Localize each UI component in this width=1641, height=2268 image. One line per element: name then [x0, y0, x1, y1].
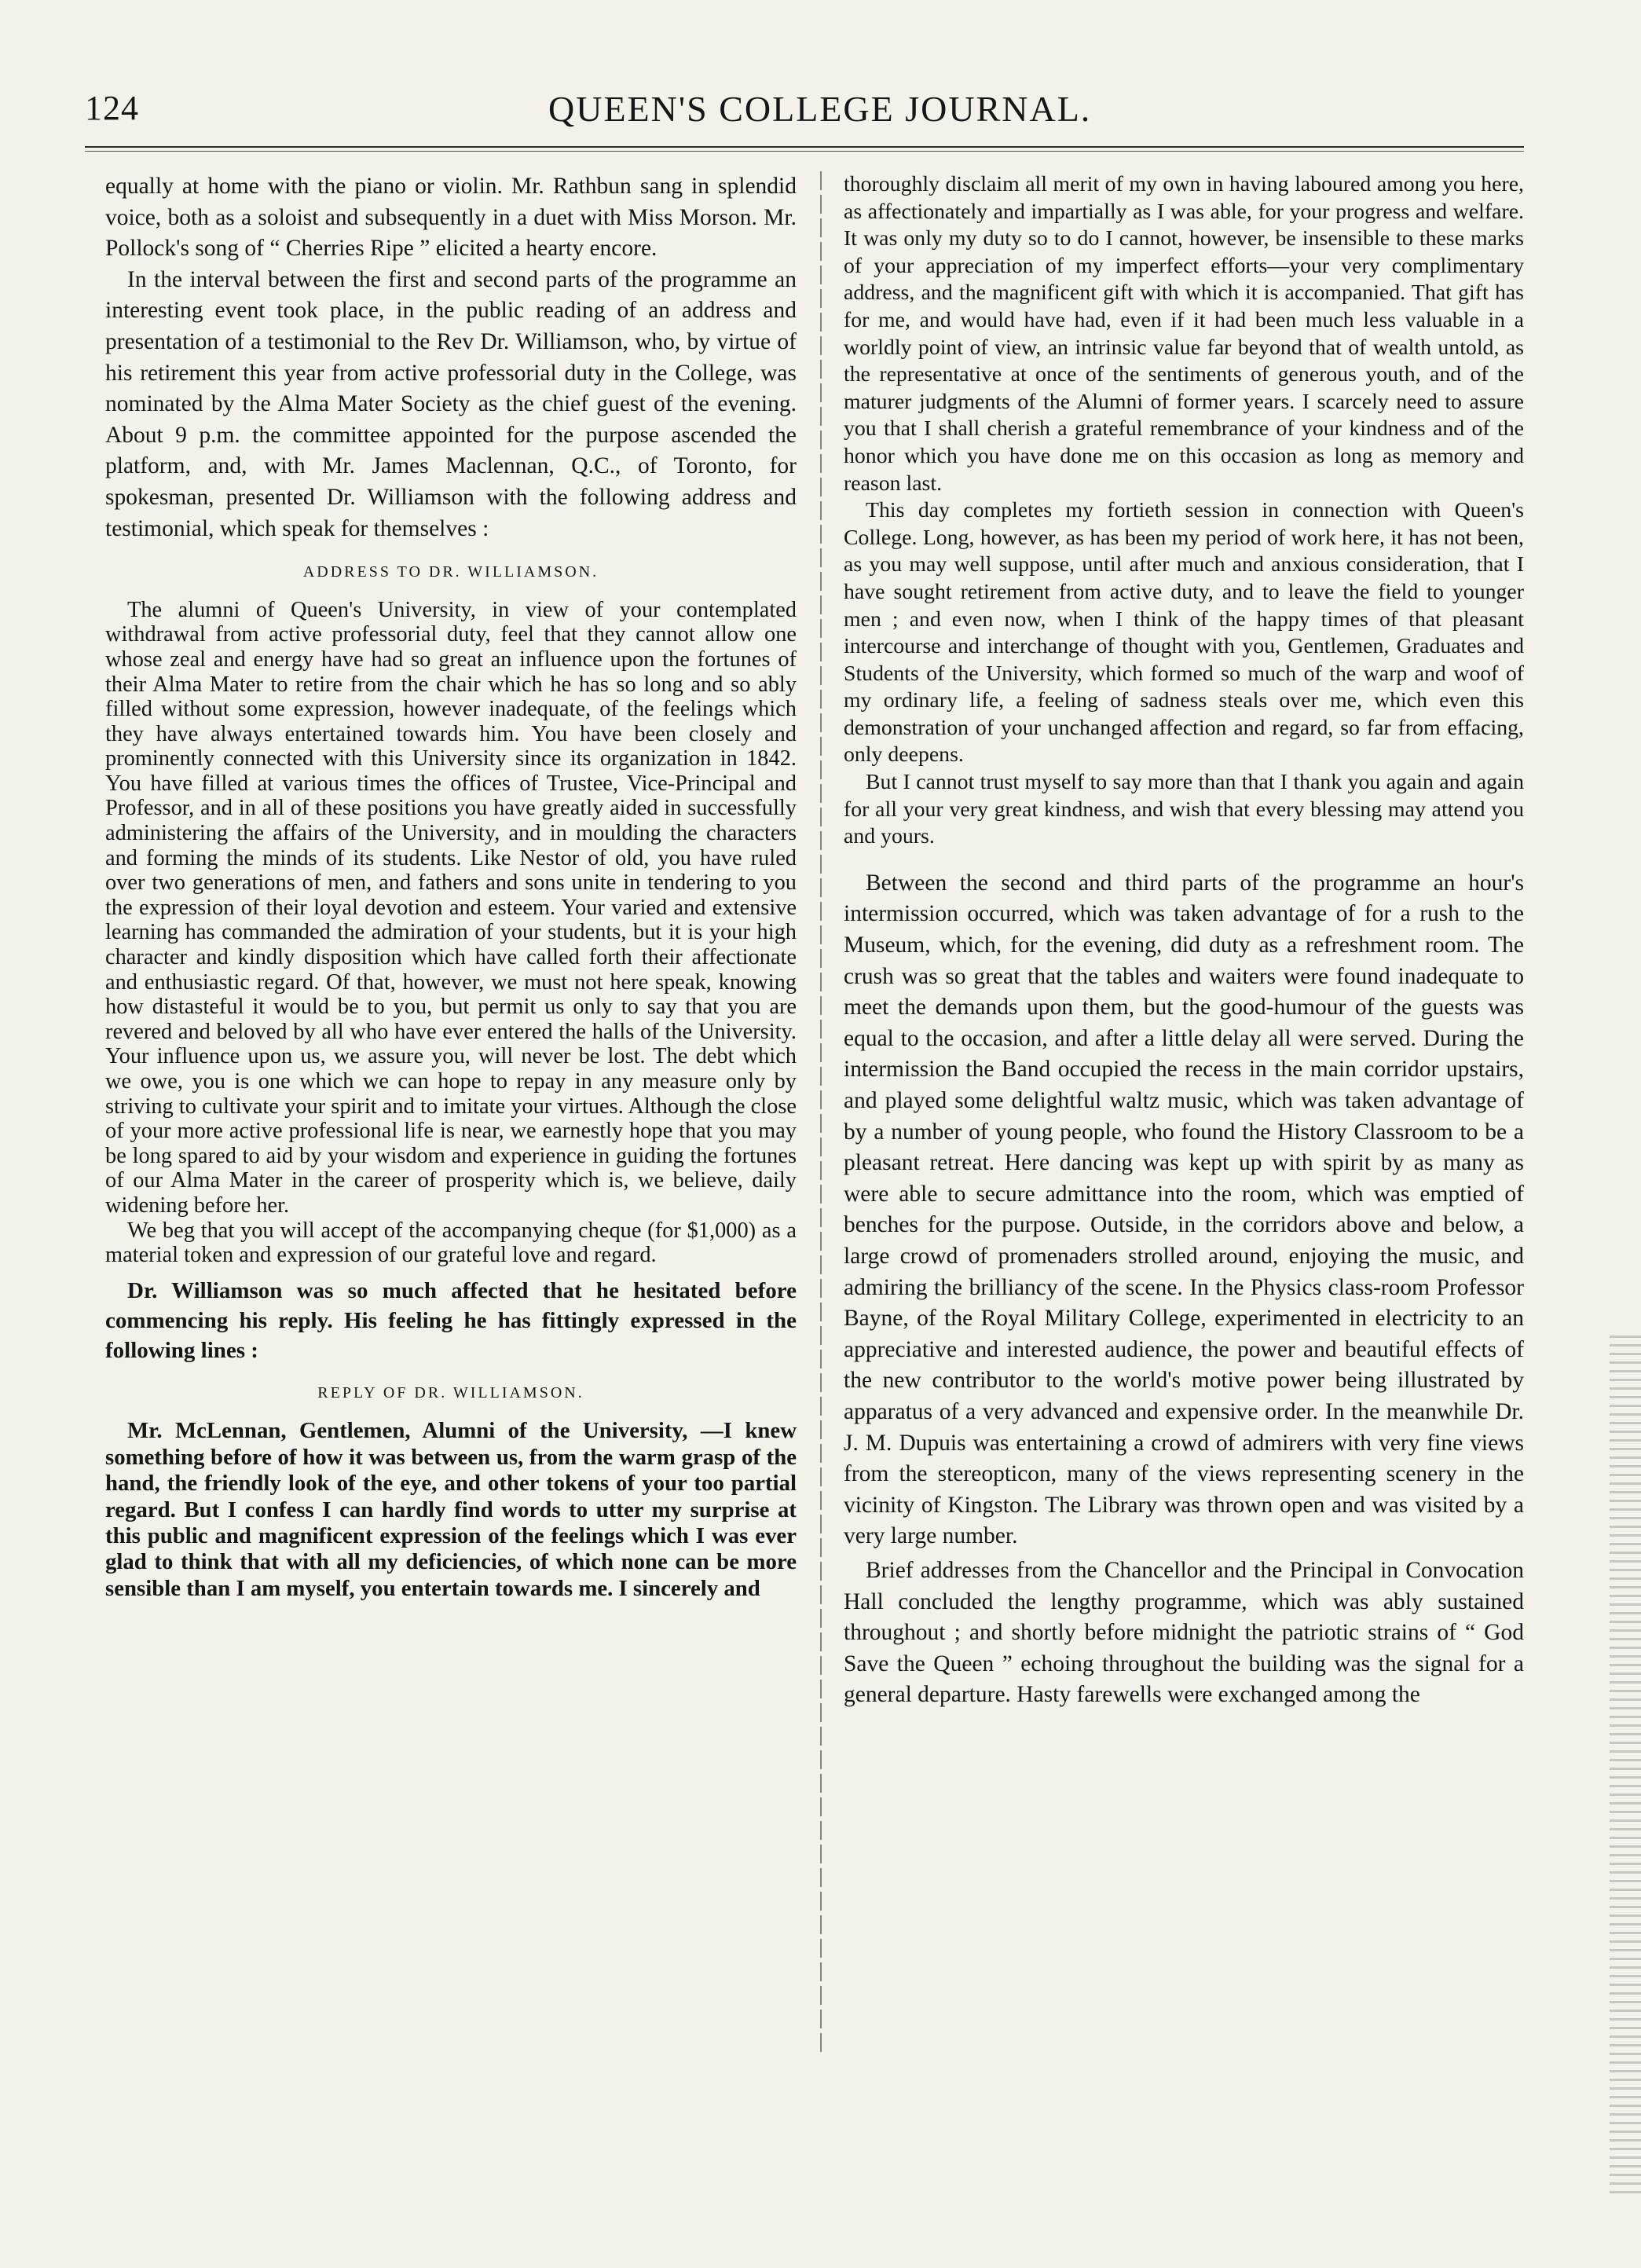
column-divider [820, 171, 822, 2057]
paragraph-affected: Dr. Williamson was so much affected that he hesitated before commencing his reply. His feeling he has fittingly expressed in the following lines : [105, 1277, 797, 1363]
journal-title: QUEEN'S COLLEGE JOURNAL. [548, 89, 1092, 129]
paragraph-interval: In the interval between the first and second parts of the programme an interesting event took place, in the public reading of an address and presentation of a testimonial to the Rev Dr. Williamson, who, by virtue of his retirement this year from active professorial duty in the College, was nominated by the Alma Mater Society as the chief guest of the evening. About 9 p.m. the committee appointed for the purpose ascended the platform, and, with Mr. James Maclennan, Q.C., of Toronto, for spokesman, presented Dr. Williamson with the following address and testimonial, which speak for themselves : [105, 266, 797, 541]
reply-body: Mr. McLennan, Gentlemen, Alumni of the University, —I knew something before of how it was between us, from the warm grasp of the hand, the friendly look of the eye, and other tokens of your too partial regard. But I confess I can hardly find words to utter my surprise at this public and magnificent expression of the feelings which I was ever glad to think that with all my deficiencies, of which none can be more sensible than I am myself, you entertain towards me. I sincerely and [105, 1418, 797, 1601]
reply-thanks: But I cannot trust myself to say more than that I thank you again and again for all your very great kindness, and wish that every blessing may attend you and yours. [844, 770, 1524, 849]
paragraph-intermission: Between the second and third parts of the programme an hour's intermission occurred, which was taken advantage of for a rush to the Museum, which, for the evening, did duty as a refreshment room. The crush was so great that the tables and waiters were found inadequate to meet the demands upon them, but the good-humour of the guests was equal to the occasion, and after a little delay all were served. During the intermission the Band occupied the recess in the main corridor upstairs, and played some delightful waltz music, which was taken advantage of by a number of young people, who found the History Classroom to be a pleasant retreat. Here dancing was kept up with spirit by as many as were able to secure admittance into the room, which was emptied of benches for the purpose. Outside, in the corridors above and below, a large crowd of promenaders strolled around, enjoying the music, and admiring the brilliancy of the scene. In the Physics class-room Professor Bayne, of the Royal Military College, experimented in electricity to an appreciative and interested audience, the power and beautiful effects of the new contributor to the world's motive power being illustrated by apparatus of a very advanced and expensive order. In the meanwhile Dr. J. M. Dupuis was entertaining a crowd of admirers with very fine views from the stereopticon, many of the views representing scenery in the vicinity of Kingston. The Library was thrown open and was visited by a very large number. [844, 870, 1524, 1549]
reply-heading: REPLY OF DR. WILLIAMSON. [317, 1383, 584, 1401]
reply-fortieth-session: This day completes my fortieth session in connection with Queen's College. Long, however, as has been my period of work here, it has not been, as you may well suppose, until after much and anxious consideration, that I have sought retirement from active duty, and to leave the field to younger men ; and even now, when I think of the happy times of that pleasant intercourse and interchange of thought with you, Gentlemen, Graduates and Students of the University, which formed so much of the warp and woof of my ordinary life, a feeling of sadness steals over me, which even this demonstration of your unchanged affection and regard, so far from effacing, only deepens. [844, 498, 1524, 768]
paragraph-closing: Brief addresses from the Chancellor and the Principal in Convocation Hall concluded the lengthy programme, which was ably sustained throughout ; and shortly before midnight the patriotic strains of “ God Save the Queen ” echoing throughout the building was the signal for a general departure. Hasty farewells were exchanged among the [844, 1557, 1524, 1708]
left-column [105, 171, 797, 1602]
address-heading: ADDRESS TO DR. WILLIAMSON. [302, 563, 599, 581]
address-cheque: We beg that you will accept of the accompanying cheque (for $1,000) as a material token and expression of our grateful love and regard. [105, 1218, 797, 1268]
page-header [85, 82, 1524, 145]
right-column [844, 171, 1524, 1711]
reply-continued: thoroughly disclaim all merit of my own in having laboured among you here, as affectionately and impartially as I was able, for your progress and welfare. It was only my duty so to do I cannot, however, be insensible to these marks of your appreciation of my imperfect efforts—your very complimentary address, and the magnificent gift with which it is accompanied. That gift has for me, and would have had, even if it had been much less valuable in a worldly point of view, an intrinsic value far beyond that of wealth untold, as the representative at once of the sentiments of generous youth, and of the maturer judgments of the Alumni of former years. I scarcely need to assure you that I shall cherish a grateful remembrance of your kindness and of the honor which you have done me on this occasion as long as memory and reason last. [844, 172, 1524, 496]
header-rule-secondary [85, 151, 1524, 152]
page-edge-artifact [1610, 1336, 1641, 2200]
address-body: The alumni of Queen's University, in view of your contemplated withdrawal from active professorial duty, feel that they cannot allow one whose zeal and energy have had so great an influence upon the fortunes of their Alma Mater to retire from the chair which he has so long and so ably filled without some expression, however inadequate, of the feelings which they have always entertained towards him. You have been closely and prominently connected with this University since its organization in 1842. You have filled at various times the offices of Trustee, Vice-Principal and Professor, and in all of these positions you have greatly aided in successfully administering the affairs of the University, and in moulding the characters and forming the minds of its students. Like Nestor of old, you have ruled over two generations of men, and fathers and sons unite in tendering to you the expression of their loyal devotion and esteem. Your varied and extensive learning has commanded the admiration of your students, but it is your high character and kindly disposition which have called forth their affectionate and enthusiastic regard. Of that, however, we must not here speak, knowing how distasteful it would be to you, but permit us only to say that you are revered and beloved by all who have ever entered the halls of the University. Your influence upon us, we assure you, will never be lost. The debt which we owe, you is one which we can hope to repay in any measure only by striving to cultivate your spirit and to imitate your virtues. Although the close of your more active professional life is near, we earnestly hope that you may be long spared to aid by your wisdom and experience in guiding the fortunes of our Alma Mater in the career of prosperity which is, we believe, daily widening before her. [105, 597, 797, 1218]
header-rule [85, 146, 1524, 148]
paragraph-concert: equally at home with the piano or violin. Mr. Rathbun sang in splendid voice, both as a soloist and subsequently in a duet with Miss Morson. Mr. Pollock's song of “ Cherries Ripe ” elicited a hearty encore. [105, 174, 797, 262]
page-number: 124 [85, 89, 139, 127]
